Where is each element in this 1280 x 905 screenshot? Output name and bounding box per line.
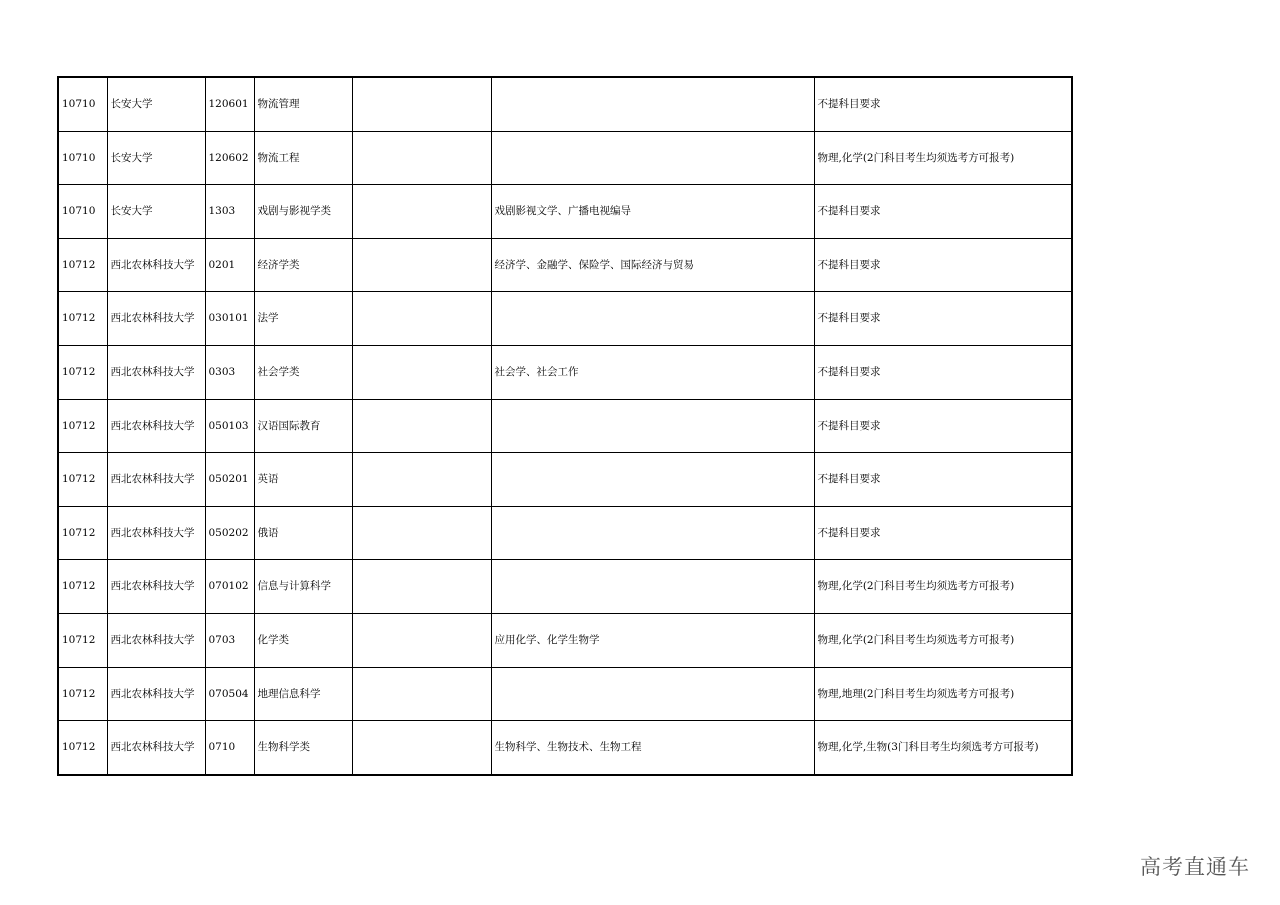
major-code-cell: 050201 xyxy=(205,453,254,507)
major-code-cell: 0710 xyxy=(205,721,254,775)
major-code-cell: 1303 xyxy=(205,185,254,239)
school-name-cell: 西北农林科技大学 xyxy=(107,667,205,721)
included-majors-cell: 经济学、金融学、保险学、国际经济与贸易 xyxy=(491,238,814,292)
school-name-cell: 西北农林科技大学 xyxy=(107,453,205,507)
subject-requirement-cell: 不提科目要求 xyxy=(814,506,1072,560)
major-name-cell: 经济学类 xyxy=(254,238,352,292)
major-code-cell: 120602 xyxy=(205,131,254,185)
school-name-cell: 长安大学 xyxy=(107,131,205,185)
included-majors-cell xyxy=(491,453,814,507)
table-row xyxy=(58,613,1072,667)
school-code-cell: 10712 xyxy=(58,721,107,775)
empty-cell xyxy=(352,560,491,614)
major-code-cell: 0201 xyxy=(205,238,254,292)
major-code-cell: 030101 xyxy=(205,292,254,346)
empty-cell xyxy=(352,185,491,239)
included-majors-cell xyxy=(491,292,814,346)
school-name-cell: 西北农林科技大学 xyxy=(107,345,205,399)
major-name-cell: 地理信息科学 xyxy=(254,667,352,721)
empty-cell xyxy=(352,613,491,667)
major-name-cell: 社会学类 xyxy=(254,345,352,399)
school-name-cell: 长安大学 xyxy=(107,77,205,131)
included-majors-cell: 戏剧影视文学、广播电视编导 xyxy=(491,185,814,239)
subject-requirement-cell: 不提科目要求 xyxy=(814,453,1072,507)
table-row xyxy=(58,345,1072,399)
school-name-cell: 西北农林科技大学 xyxy=(107,560,205,614)
subject-requirement-cell: 不提科目要求 xyxy=(814,292,1072,346)
major-code-cell: 070504 xyxy=(205,667,254,721)
table-row xyxy=(58,292,1072,346)
empty-cell xyxy=(352,345,491,399)
empty-cell xyxy=(352,721,491,775)
school-code-cell: 10712 xyxy=(58,345,107,399)
table-row xyxy=(58,667,1072,721)
major-code-cell: 0703 xyxy=(205,613,254,667)
school-name-cell: 西北农林科技大学 xyxy=(107,399,205,453)
table-row xyxy=(58,721,1072,775)
empty-cell xyxy=(352,399,491,453)
school-name-cell: 西北农林科技大学 xyxy=(107,721,205,775)
school-code-cell: 10712 xyxy=(58,292,107,346)
table-row xyxy=(58,560,1072,614)
included-majors-cell xyxy=(491,77,814,131)
school-code-cell: 10710 xyxy=(58,131,107,185)
empty-cell xyxy=(352,292,491,346)
major-code-cell: 0303 xyxy=(205,345,254,399)
school-code-cell: 10712 xyxy=(58,399,107,453)
school-code-cell: 10712 xyxy=(58,453,107,507)
table-row xyxy=(58,131,1072,185)
subject-requirement-cell: 物理,化学(2门科目考生均须选考方可报考) xyxy=(814,613,1072,667)
major-name-cell: 化学类 xyxy=(254,613,352,667)
major-code-cell: 050202 xyxy=(205,506,254,560)
subject-requirement-cell: 不提科目要求 xyxy=(814,77,1072,131)
included-majors-cell xyxy=(491,667,814,721)
included-majors-cell: 应用化学、化学生物学 xyxy=(491,613,814,667)
empty-cell xyxy=(352,238,491,292)
major-name-cell: 物流工程 xyxy=(254,131,352,185)
table-row xyxy=(58,77,1072,131)
subject-requirement-cell: 不提科目要求 xyxy=(814,185,1072,239)
school-code-cell: 10712 xyxy=(58,613,107,667)
school-name-cell: 西北农林科技大学 xyxy=(107,506,205,560)
included-majors-cell xyxy=(491,399,814,453)
school-code-cell: 10712 xyxy=(58,238,107,292)
school-code-cell: 10712 xyxy=(58,667,107,721)
table-row xyxy=(58,453,1072,507)
empty-cell xyxy=(352,667,491,721)
school-name-cell: 长安大学 xyxy=(107,185,205,239)
table-body xyxy=(58,77,1072,775)
major-name-cell: 信息与计算科学 xyxy=(254,560,352,614)
included-majors-cell xyxy=(491,506,814,560)
empty-cell xyxy=(352,506,491,560)
empty-cell xyxy=(352,131,491,185)
school-code-cell: 10710 xyxy=(58,77,107,131)
table-row xyxy=(58,399,1072,453)
school-name-cell: 西北农林科技大学 xyxy=(107,613,205,667)
included-majors-cell: 社会学、社会工作 xyxy=(491,345,814,399)
subject-requirement-cell: 物理,化学(2门科目考生均须选考方可报考) xyxy=(814,560,1072,614)
included-majors-cell xyxy=(491,560,814,614)
major-name-cell: 生物科学类 xyxy=(254,721,352,775)
major-name-cell: 俄语 xyxy=(254,506,352,560)
school-name-cell: 西北农林科技大学 xyxy=(107,238,205,292)
included-majors-cell: 生物科学、生物技术、生物工程 xyxy=(491,721,814,775)
table-row xyxy=(58,506,1072,560)
subject-requirement-cell: 物理,化学,生物(3门科目考生均须选考方可报考) xyxy=(814,721,1072,775)
major-name-cell: 汉语国际教育 xyxy=(254,399,352,453)
subject-requirement-cell: 物理,地理(2门科目考生均须选考方可报考) xyxy=(814,667,1072,721)
major-name-cell: 物流管理 xyxy=(254,77,352,131)
empty-cell xyxy=(352,453,491,507)
major-name-cell: 英语 xyxy=(254,453,352,507)
major-code-cell: 050103 xyxy=(205,399,254,453)
school-code-cell: 10712 xyxy=(58,560,107,614)
school-code-cell: 10710 xyxy=(58,185,107,239)
subject-requirements-table xyxy=(57,76,1073,776)
empty-cell xyxy=(352,77,491,131)
subject-requirement-cell: 物理,化学(2门科目考生均须选考方可报考) xyxy=(814,131,1072,185)
included-majors-cell xyxy=(491,131,814,185)
major-name-cell: 法学 xyxy=(254,292,352,346)
subject-requirement-cell: 不提科目要求 xyxy=(814,345,1072,399)
major-code-cell: 120601 xyxy=(205,77,254,131)
school-name-cell: 西北农林科技大学 xyxy=(107,292,205,346)
major-code-cell: 070102 xyxy=(205,560,254,614)
table-row xyxy=(58,185,1072,239)
watermark-text: 高考直通车 xyxy=(1140,855,1250,879)
school-code-cell: 10712 xyxy=(58,506,107,560)
table-row xyxy=(58,238,1072,292)
major-name-cell: 戏剧与影视学类 xyxy=(254,185,352,239)
subject-requirement-cell: 不提科目要求 xyxy=(814,399,1072,453)
subject-requirement-cell: 不提科目要求 xyxy=(814,238,1072,292)
